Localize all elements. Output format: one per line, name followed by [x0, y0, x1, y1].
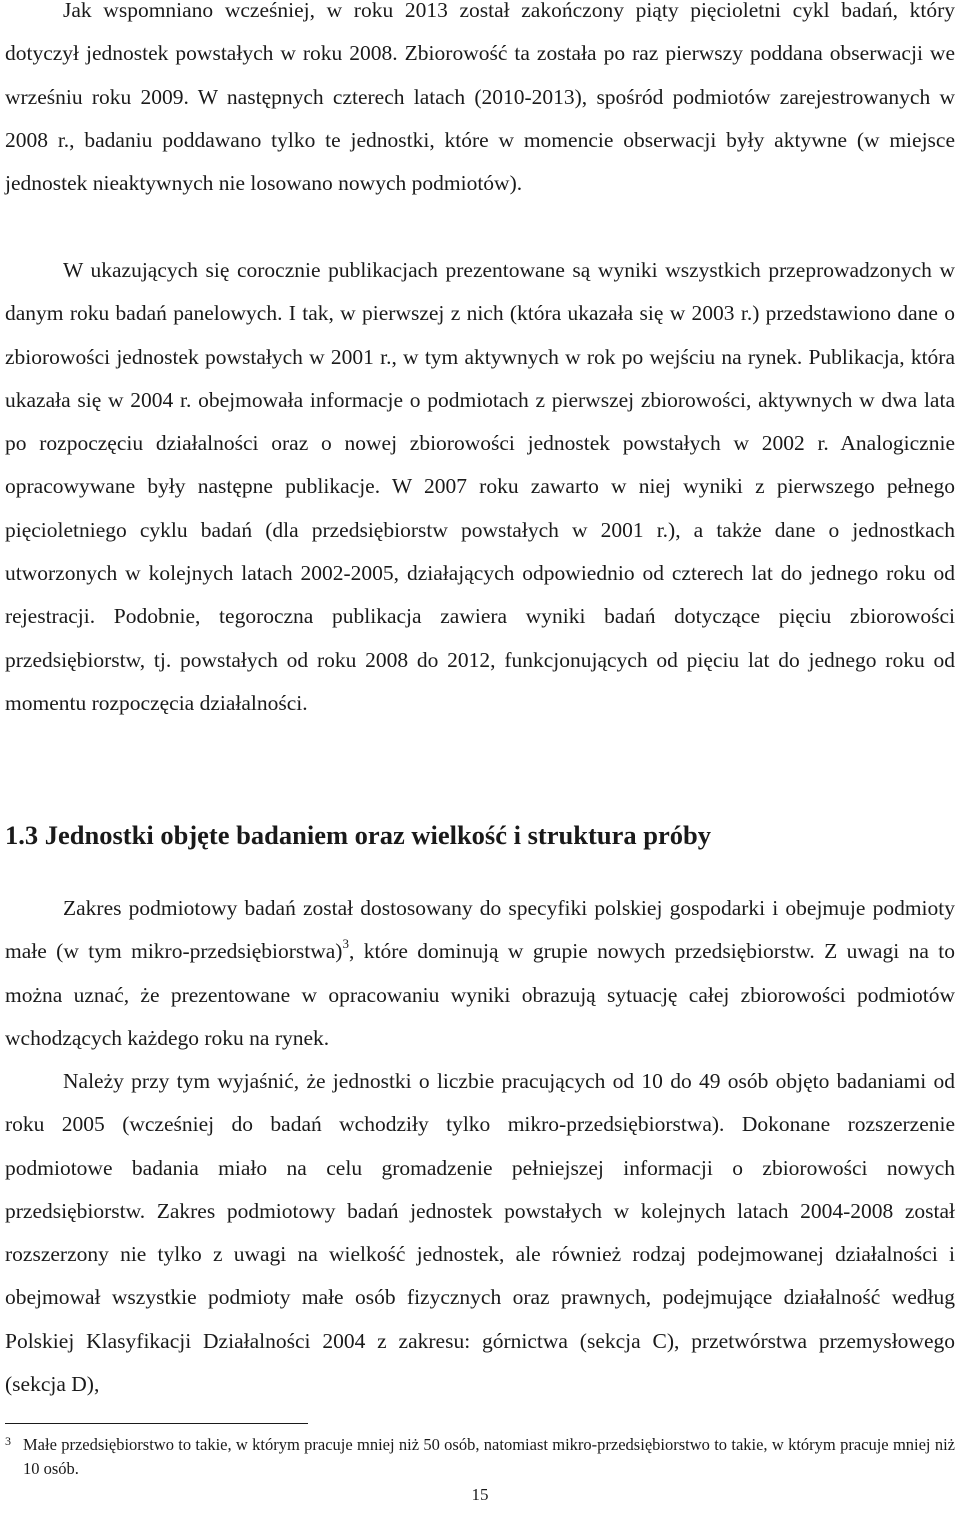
paragraph-publications: W ukazujących się corocznie publikacjach prezentowane są wyniki wszystkich przeprowadzonych w danym roku badań panelowych. I tak, w pierwszej z nich (która ukazała się w 2003 r.) przedstawiono dane o zbiorowości jednostek powstałych w 2001 r., w tym aktywnych w rok po wejściu na rynek. Publikacja, która ukazała się w 2004 r. obejmowała informacje o podmiotach z pierwszej zbiorowości, aktywnych w dwa lata po rozpoczęciu działalności oraz o nowej zbiorowości jednostek powstałych w 2002 r. Analogicznie opracowywane były następne publikacje. W 2007 roku zawarto w niej wyniki z pierwszego pełnego pięcioletniego cyklu badań (dla przedsiębiorstw powstałych w 2001 r.), a także dane o jednostkach utworzonych w kolejnych latach 2002-2005, działających odpowiednio od czterech lat do jednego roku od rejestracji. Podobnie, tegoroczna publikacja zawiera wyniki badań dotyczące pięciu zbiorowości przedsiębiorstw, tj. powstałych od roku 2008 do 2012, funkcjonujących od pięciu lat do jednego roku od momentu rozpoczęcia działalności. — [5, 258, 955, 715]
paragraph-extension: Należy przy tym wyjaśnić, że jednostki o liczbie pracujących od 10 do 49 osób objęto badaniami od roku 2005 (wcześniej do badań wchodziły tylko mikro-przedsiębiorstwa). Dokonane rozszerzenie podmiotowe badania miało na celu gromadzenie pełniejszej informacji o zbiorowości nowych przedsiębiorstw. Zakres podmiotowy badań jednostek powstałych w kolejnych latach 2004-2008 został rozszerzony nie tylko z uwagi na wielkość jednostek, ale również rodzaj podejmowanej działalności i obejmował wszystkie podmioty małe osób fizycznych oraz prawnych, podejmujące działalność według Polskiej Klasyfikacji Działalności 2004 z zakresu: górnictwa (sekcja C), przetwórstwa przemysłowego (sekcja D), — [5, 1069, 955, 1397]
footnote-separator — [5, 1423, 308, 1424]
paragraph-scope-part-1: Zakres podmiotowy badań został dostosowany do specyfiki polskiej gospodarki i obejmuje podmioty małe (w tym mikro-przedsiębiorstwa) — [5, 896, 955, 964]
section-heading: 1.3 Jednostki objęte badaniem oraz wielkość i struktura próby — [5, 820, 711, 850]
paragraph-scope-part-2: , które dominują w grupie nowych przedsiębiorstw. Z uwagi na to można uznać, że prezentowane w opracowaniu wyniki obrazują sytuację całej zbiorowości podmiotów wchodzących każdego roku na rynek. — [5, 939, 955, 1050]
footnote — [5, 1433, 955, 1481]
footnote-text: Małe przedsiębiorstwo to takie, w którym pracuje mniej niż 50 osób, natomiast mikro-przedsiębiorstwo to takie, w którym pracuje mniej niż 10 osób. — [23, 1435, 955, 1478]
footnote-marker: 3 — [5, 1434, 11, 1448]
paragraph-scope — [5, 887, 955, 1060]
page-number: 15 — [471, 1485, 489, 1504]
paragraph-panel-cycle: Jak wspomniano wcześniej, w roku 2013 został zakończony piąty pięcioletni cykl badań, który dotyczył jednostek powstałych w roku 2008. Zbiorowość ta została po raz pierwszy poddana obserwacji we wrześniu roku 2009. W następnych czterech latach (2010-2013), spośród podmiotów zarejestrowanych w 2008 r., badaniu poddawano tylko te jednostki, które w momencie obserwacji były aktywne (w miejsce jednostek nieaktywnych nie losowano nowych podmiotów). — [5, 0, 955, 196]
footnote-reference: 3 — [342, 936, 349, 952]
